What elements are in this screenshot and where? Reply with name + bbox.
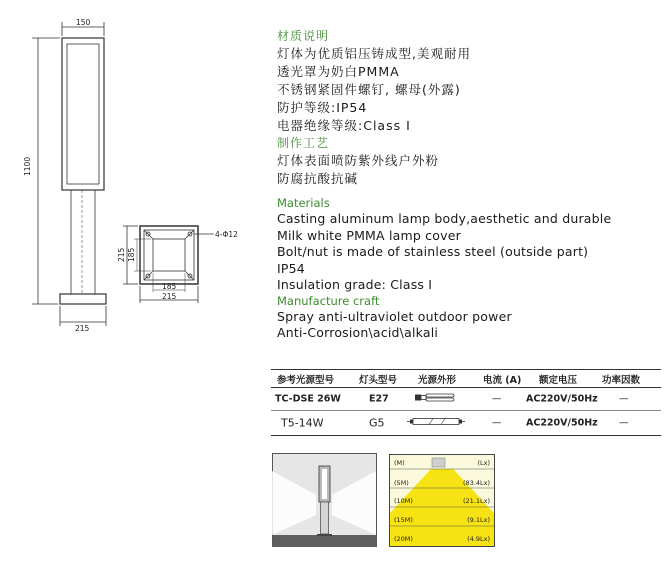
lighting-effect-illustration xyxy=(272,453,378,552)
header-voltage: 额定电压 xyxy=(539,374,578,386)
distance-label: (20M) xyxy=(394,535,413,543)
material-line-cn: 灯体为优质铝压铸成型,美观耐用 xyxy=(277,46,471,61)
distance-label: (10M) xyxy=(394,497,413,505)
table-row xyxy=(271,388,661,411)
plan-view-inner xyxy=(153,239,185,271)
table-header xyxy=(271,369,661,388)
cell-current: — xyxy=(492,417,502,429)
material-line-cn: 透光罩为奶白PMMA xyxy=(277,64,400,79)
cell-base: E27 xyxy=(369,393,389,405)
lux-label: (9.1Lx) xyxy=(467,516,490,524)
light-source-table xyxy=(271,369,661,436)
lux-label: (21.1Lx) xyxy=(462,497,490,505)
material-line-cn: 电器绝缘等级:Class I xyxy=(277,118,411,133)
lamp-base-outline xyxy=(60,294,106,304)
lamp-diffuser-panel xyxy=(67,44,99,184)
dim-plan-inner: 185 xyxy=(127,247,136,262)
axis-lx-label: (Lx) xyxy=(477,459,490,467)
table-row xyxy=(271,411,661,436)
cell-base: G5 xyxy=(369,416,385,430)
distance-label: (15M) xyxy=(394,516,413,524)
header-source-shape: 光源外形 xyxy=(418,374,457,386)
dim-plan-outer-bottom: 215 xyxy=(162,292,177,301)
material-line-en: Milk white PMMA lamp cover xyxy=(277,227,461,243)
lux-label: (4.9Lx) xyxy=(467,535,490,543)
material-line-en: Casting aluminum lamp body,aesthetic and durable xyxy=(277,211,612,226)
material-line-en: IP54 xyxy=(277,260,305,276)
cell-current: — xyxy=(492,393,502,405)
cell-model: T5-14W xyxy=(281,416,324,430)
header-current: 电流 (A) xyxy=(483,374,522,386)
distance-label: (5M) xyxy=(394,479,409,487)
craft-line-cn: 防腐抗酸抗碱 xyxy=(277,171,359,186)
craft-title-en: Manufacture craft xyxy=(277,293,380,308)
craft-title-cn: 制作工艺 xyxy=(277,136,330,150)
header-power-factor: 功率因数 xyxy=(602,374,641,386)
header-source-model: 参考光源型号 xyxy=(277,374,335,386)
dim-top-width: 150 xyxy=(76,18,91,27)
axis-m-label: (M) xyxy=(394,459,405,467)
dim-plan-outer: 215 xyxy=(117,247,126,262)
cell-pf: — xyxy=(619,417,629,429)
material-line-en: Bolt/nut is made of stainless steel (outside part) xyxy=(277,244,589,259)
header-lamp-base: 灯头型号 xyxy=(359,374,398,386)
spec-chinese xyxy=(277,28,657,188)
material-line-en: Insulation grade: Class I xyxy=(277,277,433,292)
cell-voltage: AC220V/50Hz xyxy=(526,393,598,405)
material-title-en: Materials xyxy=(277,196,330,210)
cell-pf: — xyxy=(619,393,629,405)
material-title-cn: 材质说明 xyxy=(277,29,330,43)
cell-voltage: AC220V/50Hz xyxy=(526,417,598,429)
compact-lamp-icon xyxy=(415,393,465,406)
craft-line-en: Anti-Corrosion\acid\alkali xyxy=(277,325,439,340)
material-line-cn: 防护等级:IP54 xyxy=(277,100,368,115)
spec-section xyxy=(277,28,657,342)
tube-lamp-icon xyxy=(407,417,465,430)
dim-base-width: 215 xyxy=(75,324,90,333)
spec-english xyxy=(277,196,657,342)
dim-height: 1100 xyxy=(23,156,32,176)
lux-label: (83.4Lx) xyxy=(462,479,490,487)
dim-holes: 4-Φ12 xyxy=(215,230,238,239)
cell-model: TC-DSE 26W xyxy=(275,393,341,405)
craft-line-cn: 灯体表面喷防紫外线户外粉 xyxy=(277,153,440,168)
craft-line-en: Spray anti-ultraviolet outdoor power xyxy=(277,308,512,324)
illuminance-chart xyxy=(389,454,495,547)
dim-plan-inner-bottom: 185 xyxy=(162,282,177,291)
material-line-cn: 不锈钢紧固件螺钉, 螺母(外露) xyxy=(277,82,461,97)
lamp-head-outline xyxy=(62,38,104,190)
